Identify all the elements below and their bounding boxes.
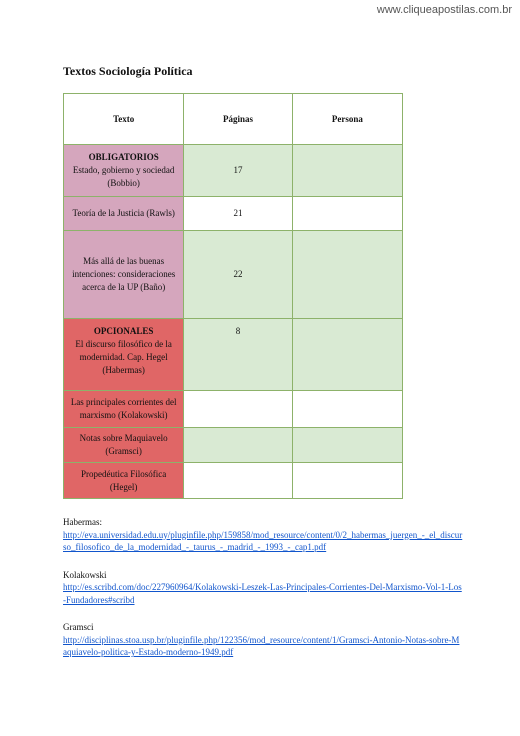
texts-table	[63, 93, 403, 499]
persona-cell[interactable]	[292, 145, 402, 197]
pages-cell: 22	[184, 231, 292, 319]
table-row	[64, 231, 403, 319]
text-cell: Las principales corrientes del marxismo (Kolakowski)	[64, 391, 184, 428]
table-row	[64, 319, 403, 391]
persona-cell[interactable]	[292, 463, 402, 499]
pages-cell: 17	[184, 145, 292, 197]
pages-cell	[184, 463, 292, 499]
reference-item	[63, 569, 463, 607]
reference-item	[63, 516, 463, 554]
category-label: OPCIONALES	[93, 326, 154, 336]
pages-cell: 8	[184, 319, 292, 391]
text-cell	[64, 145, 184, 197]
reference-link[interactable]: http://eva.universidad.edu.uy/pluginfile.php/159858/mod_resource/content/0/2_habermas_juergen_-_el_discurso_filosofico_de_la_modernidad_-_taurus_-_madrid_-_1993_-_cap1.pdf	[63, 529, 463, 552]
persona-cell[interactable]	[292, 197, 402, 231]
reference-link[interactable]: http://es.scribd.com/doc/227960964/Kolakowski-Leszek-Las-Principales-Corrientes-Del-Marxismo-Vol-1-Los-Fundadores#scribd	[63, 582, 462, 605]
persona-cell[interactable]	[292, 428, 402, 463]
text-title: Estado, gobierno y sociedad (Bobbio)	[72, 165, 175, 188]
table-row	[64, 391, 403, 428]
document-title: Textos Sociología Política	[63, 64, 193, 78]
text-title: El discurso filosófico de la modernidad. Cap. Hegel (Habermas)	[75, 339, 172, 375]
text-cell: Propedéutica Filosófica (Hegel)	[64, 463, 184, 499]
table-row	[64, 197, 403, 231]
text-cell: Teoría de la Justicia (Rawls)	[64, 197, 184, 231]
reference-author: Habermas:	[63, 517, 102, 527]
reference-item	[63, 621, 463, 659]
text-title: Más allá de las buenas intenciones: consideraciones acerca de la UP (Baño)	[72, 256, 176, 292]
category-label: OBLIGATORIOS	[88, 152, 159, 162]
persona-cell[interactable]	[292, 391, 402, 428]
pages-cell	[184, 428, 292, 463]
table-row	[64, 145, 403, 197]
pages-cell: 21	[184, 197, 292, 231]
watermark-text: www.cliqueapostilas.com.br	[376, 4, 512, 16]
reference-link[interactable]: http://disciplinas.stoa.usp.br/pluginfile.php/122356/mod_resource/content/1/Gramsci-Antonio-Notas-sobre-Maquiavelo-politica-y-Estado-moderno-1949.pdf	[63, 634, 460, 657]
table-header-row	[64, 94, 403, 145]
persona-cell[interactable]	[292, 231, 402, 319]
table-row	[64, 428, 403, 463]
header-texto: Texto	[64, 94, 184, 145]
text-cell	[64, 231, 184, 319]
references-section	[63, 516, 463, 674]
text-cell	[64, 319, 184, 391]
persona-cell[interactable]	[292, 319, 402, 391]
text-cell: Notas sobre Maquiavelo (Gramsci)	[64, 428, 184, 463]
reference-author: Kolakowski	[63, 569, 107, 580]
table-row	[64, 463, 403, 499]
reference-author: Gramsci	[63, 622, 94, 632]
pages-cell	[184, 391, 292, 428]
header-persona: Persona	[292, 94, 402, 145]
header-paginas: Páginas	[184, 94, 292, 145]
